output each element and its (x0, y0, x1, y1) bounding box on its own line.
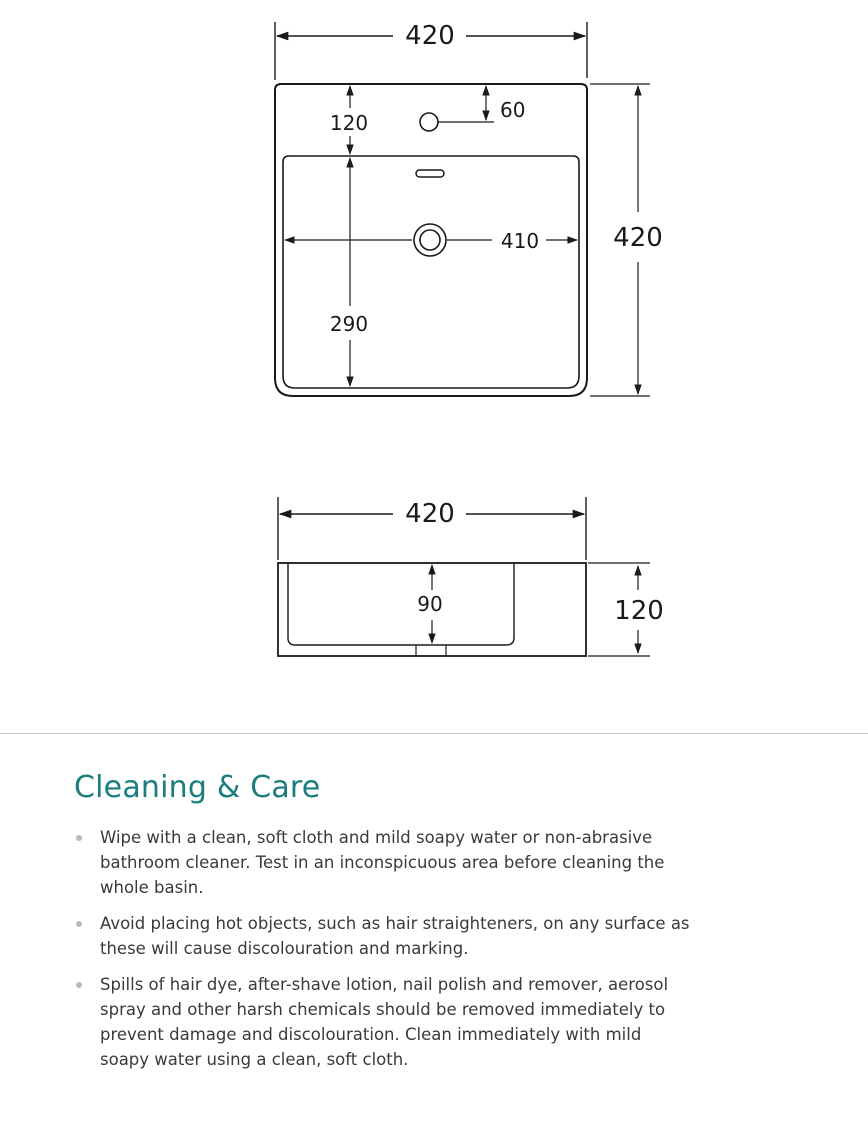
top-view-labels (330, 21, 663, 336)
cleaning-care-section (74, 770, 774, 1083)
top-view (275, 22, 650, 396)
tap-hole (420, 113, 438, 131)
side-view (278, 497, 650, 656)
care-item-text: Spills of hair dye, after-shave lotion, nail polish and remover, aerosol spray and other harsh chemicals should be removed immediately to prevent damage and discolouration. Clean immediately with mild soapy water using a clean, soft cloth. (100, 975, 669, 1069)
drain-outer (414, 224, 446, 256)
side-bowl-depth-label: 90 (417, 592, 443, 616)
drain-inner (420, 230, 440, 250)
tap-offset-label: 120 (329, 111, 369, 135)
top-height-label: 420 (613, 223, 663, 253)
care-list (74, 825, 774, 1072)
side-width-label: 420 (405, 499, 455, 529)
bullet-icon (76, 982, 82, 988)
cleaning-care-heading: Cleaning & Care (74, 770, 321, 805)
bowl-depth-label: 290 (329, 312, 369, 336)
side-bowl (288, 563, 514, 645)
bullet-icon (76, 835, 82, 841)
care-item (74, 825, 690, 900)
overflow-label: 60 (500, 98, 526, 122)
top-width-label: 420 (405, 21, 455, 51)
side-height-label: 120 (614, 596, 664, 626)
care-item-text: Wipe with a clean, soft cloth and mild soapy water or non-abrasive bathroom cleaner. Test in an inconspicuous area before cleaning the whole basin. (100, 828, 665, 897)
care-item (74, 911, 690, 961)
bowl-outline (283, 156, 579, 388)
bowl-width-label: 410 (500, 229, 540, 253)
section-divider (0, 733, 868, 734)
overflow-slot (416, 170, 444, 177)
care-item (74, 972, 690, 1072)
care-item-text: Avoid placing hot objects, such as hair straighteners, on any surface as these will cause discolouration and marking. (100, 914, 690, 958)
bullet-icon (76, 921, 82, 927)
